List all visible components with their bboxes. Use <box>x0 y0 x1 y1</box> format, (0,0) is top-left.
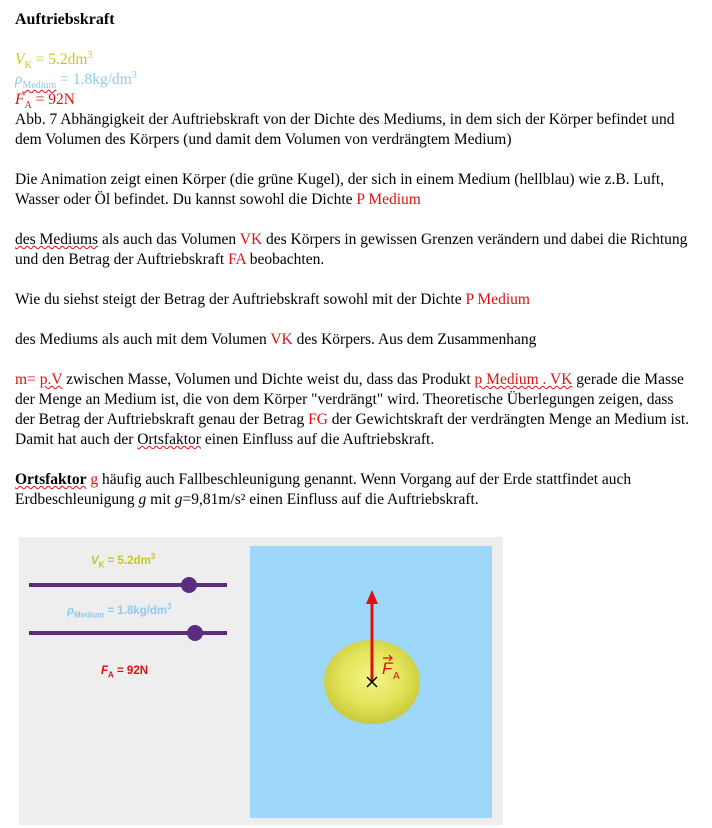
paragraph-2-text-c: beobachten. <box>245 251 325 268</box>
rho-value: = 1.8kg/dm <box>56 71 132 88</box>
fa-sub: A <box>24 100 32 112</box>
vk-value: = 5.2dm <box>31 51 88 68</box>
paragraph-6 <box>15 470 695 510</box>
volume-slider-track[interactable] <box>29 583 227 587</box>
ortsfaktor-word: Ortsfaktor <box>137 431 201 448</box>
product-highlight: p Medium . VK <box>474 371 573 388</box>
ortsfaktor-heading: Ortsfaktor <box>15 471 87 488</box>
vk-sub: K <box>24 60 32 72</box>
volume-value-line <box>15 50 695 70</box>
force-label-symbol: F <box>382 659 393 678</box>
p-medium-highlight-2: P Medium <box>465 291 530 308</box>
volume-slider-handle[interactable] <box>181 577 197 593</box>
fa-highlight: FA <box>228 251 246 268</box>
fa-value: = 92N <box>31 91 75 108</box>
rho-sup: 3 <box>131 69 137 81</box>
medium-drawing <box>250 546 492 818</box>
sim-rho-sub: Medium <box>73 610 105 620</box>
medium-area <box>250 546 492 818</box>
paragraph-1-text: Die Animation zeigt einen Körper (die grüne Kugel), der sich in einem Medium (hellblau) wie z.B. Luft, Wasser oder Öl befindet. Du kannst sowohl die Dichte <box>15 171 665 208</box>
sim-vk-value: = 5.2dm <box>104 555 151 567</box>
paragraph-2-text-a: als auch das Volumen <box>98 231 240 248</box>
vk-sup: 3 <box>87 49 93 61</box>
page-title: Auftriebskraft <box>15 11 115 28</box>
g-italic-1: g <box>138 491 147 508</box>
paragraph-3 <box>15 290 695 310</box>
sim-rho-sup: 3 <box>167 602 172 612</box>
paragraph-6-text-c: =9,81m/s² einen Einfluss auf die Auftriebskraft. <box>182 491 479 508</box>
sim-fa-symbol: F <box>101 665 109 677</box>
vk-highlight: VK <box>239 231 263 248</box>
paragraph-4-text-b: des Körpers. Aus dem Zusammenhang <box>292 331 537 348</box>
fg-highlight: FG <box>308 411 328 428</box>
buoyancy-simulation <box>19 537 503 825</box>
paragraph-2-text-b: des Körpers in gewissen Grenzen verändern und dabei die Richtung und den Betrag der Auftriebskraft <box>15 231 688 268</box>
mediums-word: des Mediums <box>15 231 99 248</box>
sim-vk-sub: K <box>98 560 105 570</box>
sim-volume-label <box>91 552 156 570</box>
formula-m: m= <box>15 371 40 388</box>
sim-vk-symbol: V <box>91 555 99 567</box>
force-arrow-head <box>366 590 378 604</box>
sim-fa-sub: A <box>108 670 114 680</box>
document-body <box>15 10 695 510</box>
force-value-line <box>15 90 695 110</box>
figure-caption: Abb. 7 Abhängigkeit der Auftriebskraft von der Dichte des Mediums, in dem sich der Körper befindet und dem Volumen des Körpers (und damit dem Volumen von verdrängtem Medium) <box>15 111 675 148</box>
g-highlight: g <box>90 471 99 488</box>
g-italic-2: g <box>174 491 183 508</box>
paragraph-6-text-b: mit <box>146 491 175 508</box>
paragraph-5-text-b: gerade die Masse der Menge an Medium ist, die von dem Körper "verdrängt" wird. Theoretische Überlegungen zeigen, dass der Betrag der Auftriebskraft genau der Betrag <box>15 371 684 428</box>
density-slider-handle[interactable] <box>187 625 203 641</box>
p-medium-highlight: P Medium <box>356 191 421 208</box>
sim-fa-value: = 92N <box>113 665 149 677</box>
sim-vk-sup: 3 <box>150 552 156 562</box>
formula-pv: p.V <box>39 371 63 388</box>
force-label-sub: A <box>393 671 400 682</box>
paragraph-5-text-d: einen Einfluss auf die Auftriebskraft. <box>200 431 435 448</box>
paragraph-1 <box>15 170 695 210</box>
paragraph-5-text-a: zwischen Masse, Volumen und Dichte weist du, dass das Produkt <box>62 371 475 388</box>
paragraph-4-text-a: des Mediums als auch mit dem Volumen <box>15 331 271 348</box>
sim-rho-symbol: ρ <box>67 605 74 617</box>
paragraph-4 <box>15 330 695 350</box>
sim-rho-value: = 1.8kg/dm <box>104 605 168 617</box>
sim-force-label <box>101 665 149 680</box>
density-value-line <box>15 70 695 90</box>
paragraph-5 <box>15 370 695 450</box>
rho-sub: Medium <box>22 80 57 92</box>
paragraph-2 <box>15 230 695 270</box>
vk-symbol: V <box>15 51 25 68</box>
fa-symbol: F <box>15 91 25 108</box>
vk-highlight-2: VK <box>270 331 293 348</box>
paragraph-6-text-a: häufig auch Fallbeschleunigung genannt. Wenn Vorgang auf der Erde stattfindet auch Erdbeschleunigung <box>15 471 632 508</box>
sim-density-label <box>67 602 172 620</box>
rho-symbol: ρ <box>15 71 23 88</box>
paragraph-5-text-c: der Gewichtskraft der verdrängten Menge an Medium ist. Damit hat auch der <box>15 411 690 448</box>
paragraph-3-text: Wie du siehst steigt der Betrag der Auftriebskraft sowohl mit der Dichte <box>15 291 466 308</box>
